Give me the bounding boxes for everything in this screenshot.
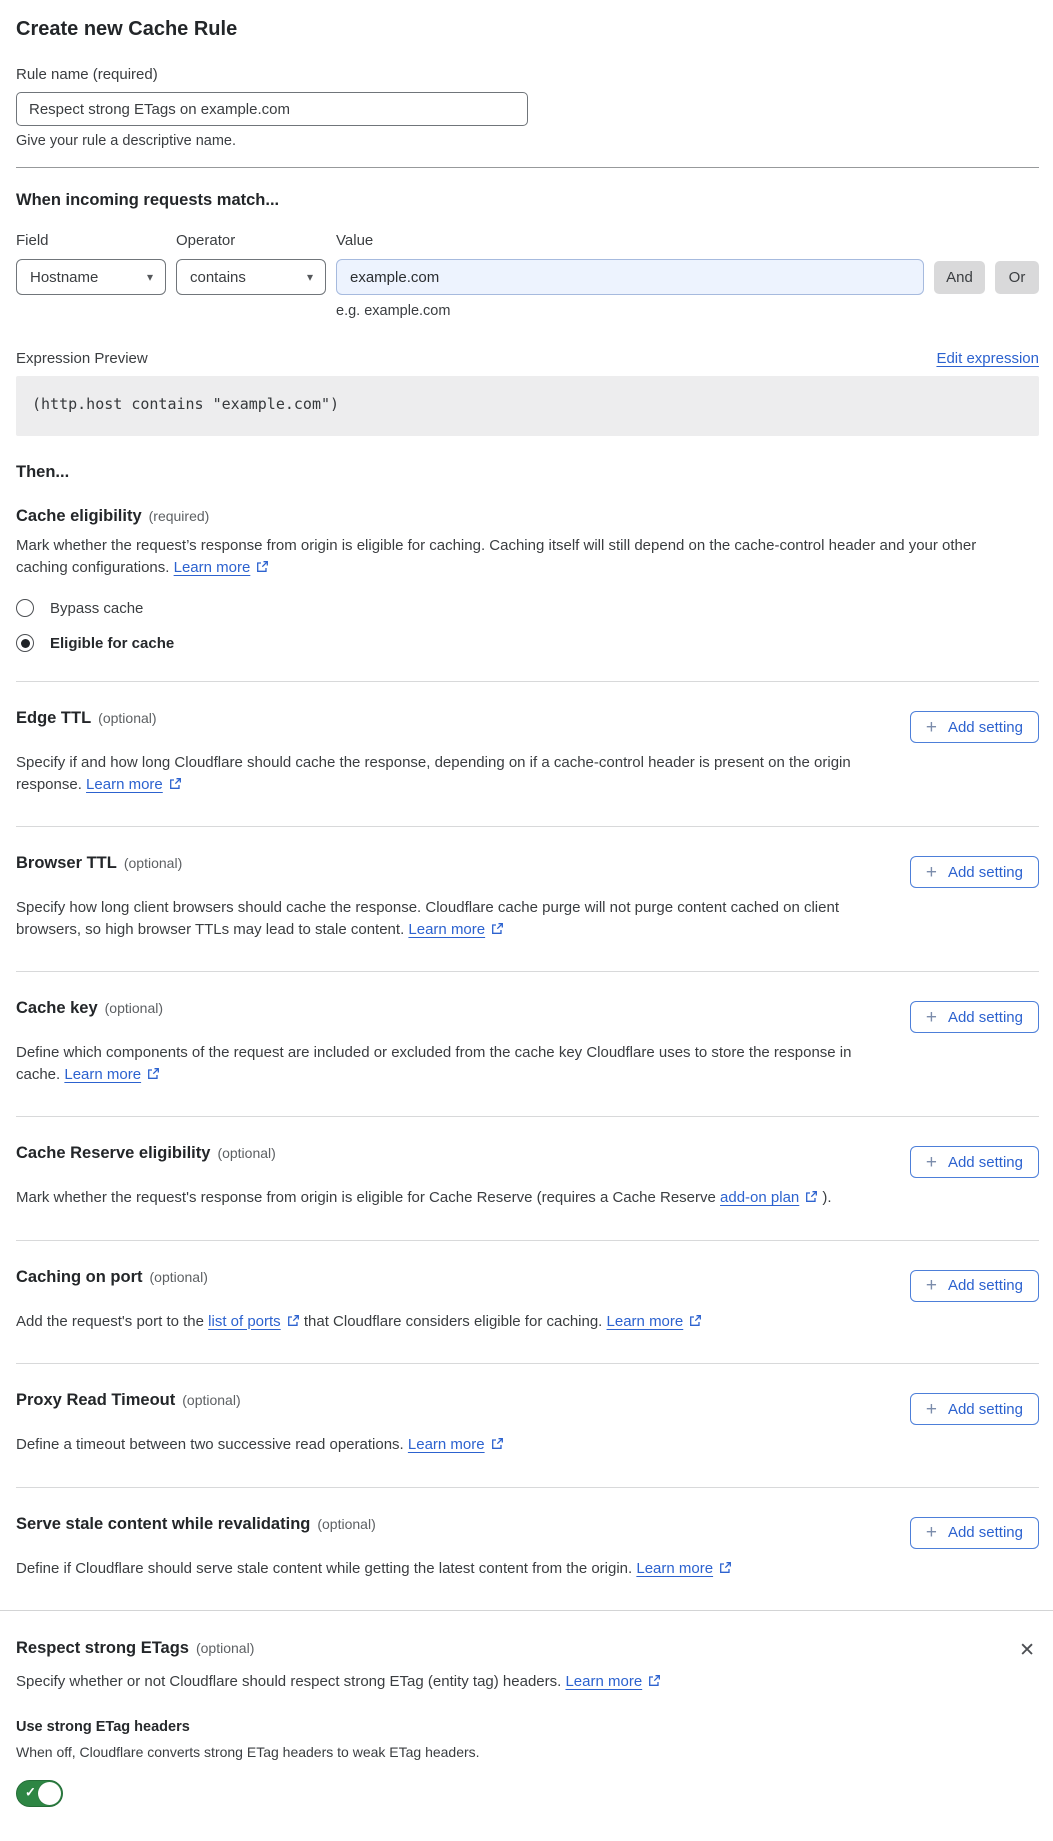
optional-tag: (optional)	[317, 1515, 376, 1532]
plus-icon: +	[925, 1275, 937, 1296]
desc-text: Define a timeout between two successive read operations.	[16, 1436, 408, 1453]
optional-tag: (optional)	[217, 1145, 276, 1161]
optional-tag: (optional)	[98, 710, 157, 726]
setting-title-row	[16, 1639, 254, 1658]
add-setting-button-browser-ttl[interactable]	[910, 856, 1039, 888]
cache-eligibility-title: Cache eligibility	[16, 507, 142, 525]
proxy-read-timeout-title: Proxy Read Timeout	[16, 1391, 176, 1409]
use-strong-etag-headers-desc: When off, Cloudflare converts strong ETag headers to weak ETag headers.	[16, 1743, 480, 1760]
learn-more-link[interactable]: Learn more	[64, 1065, 142, 1083]
setting-title-row	[16, 999, 163, 1018]
plus-icon: +	[925, 861, 937, 883]
setting-cache-key	[16, 972, 1039, 1116]
add-setting-button-caching-on-port[interactable]	[910, 1270, 1039, 1302]
setting-title-row	[16, 1144, 276, 1163]
add-setting-label: Add setting	[947, 863, 1023, 881]
expression-preview-row	[16, 350, 1039, 367]
and-button[interactable]: And	[934, 261, 985, 294]
learn-more-link[interactable]: Learn more	[173, 558, 251, 576]
add-setting-label: Add setting	[947, 1524, 1023, 1541]
rule-name-label: Rule name (required)	[16, 66, 158, 83]
respect-strong-etags-title: Respect strong ETags	[16, 1639, 189, 1657]
add-setting-label: Add setting	[947, 1153, 1023, 1171]
operator-select-value: contains	[190, 268, 246, 286]
optional-tag: (optional)	[123, 855, 183, 871]
value-input[interactable]	[336, 259, 924, 295]
operator-column-label: Operator	[176, 232, 236, 249]
checkmark-icon: ✓	[25, 1784, 36, 1800]
plus-icon: +	[925, 1398, 937, 1420]
desc-text: Define if Cloudflare should serve stale content while getting the latest content from the origin.	[16, 1559, 637, 1577]
optional-tag: (optional)	[149, 1268, 208, 1285]
optional-tag: (optional)	[195, 1640, 255, 1656]
serve-stale-title: Serve stale content while revalidating	[16, 1514, 311, 1533]
setting-serve-stale	[16, 1488, 1039, 1611]
add-setting-label: Add setting	[947, 1008, 1023, 1026]
plus-icon: +	[925, 1006, 937, 1028]
rule-name-help: Give your rule a descriptive name.	[16, 133, 237, 149]
chevron-down-icon: ▾	[146, 270, 153, 284]
close-icon[interactable]: ✕	[1015, 1639, 1039, 1662]
setting-title-row	[16, 709, 157, 728]
required-tag: (required)	[148, 508, 210, 524]
edge-ttl-title: Edge TTL	[16, 709, 92, 727]
add-on-plan-link[interactable]: add-on plan	[720, 1189, 800, 1206]
radio-bypass-cache-label: Bypass cache	[50, 599, 144, 617]
then-heading: Then...	[16, 463, 70, 481]
desc-text: that Cloudflare considers eligible for caching.	[299, 1312, 607, 1330]
expression-preview-label: Expression Preview	[16, 350, 148, 367]
strong-etag-toggle[interactable]	[16, 1780, 63, 1807]
add-setting-button-edge-ttl[interactable]	[910, 711, 1039, 743]
match-heading: When incoming requests match...	[16, 191, 280, 209]
cache-reserve-title: Cache Reserve eligibility	[16, 1144, 211, 1162]
desc-text: Specify if and how long Cloudflare should cache the response, depending on if a cache-control header is present on the origin response.	[16, 754, 851, 793]
chevron-down-icon: ▾	[306, 270, 313, 284]
add-setting-button-proxy-read-timeout[interactable]	[910, 1393, 1039, 1425]
desc-text: ).	[818, 1189, 832, 1206]
cache-key-desc	[16, 1042, 861, 1085]
setting-title-row	[16, 1268, 208, 1287]
proxy-read-timeout-desc	[16, 1434, 861, 1456]
list-of-ports-link[interactable]: list of ports	[208, 1312, 281, 1330]
toggle-knob	[38, 1782, 61, 1805]
operator-select[interactable]	[176, 259, 326, 295]
external-link-icon	[688, 1314, 702, 1328]
respect-strong-etags-desc	[16, 1671, 1039, 1693]
add-setting-label: Add setting	[947, 718, 1023, 736]
page-title: Create new Cache Rule	[16, 18, 238, 40]
add-setting-label: Add setting	[947, 1400, 1023, 1418]
serve-stale-desc	[16, 1558, 861, 1580]
external-link-icon	[647, 1674, 661, 1688]
learn-more-link[interactable]: Learn more	[407, 1436, 485, 1453]
field-select[interactable]	[16, 259, 166, 295]
desc-text: Specify how long client browsers should cache the response. Cloudflare cache purge will not purge content cached on client browsers, so high browser TTLs may lead to stale content.	[16, 899, 839, 938]
cache-eligibility-heading-row	[16, 507, 1039, 526]
external-link-icon	[286, 1314, 300, 1328]
radio-icon	[16, 599, 34, 617]
learn-more-link[interactable]: Learn more	[565, 1673, 643, 1690]
browser-ttl-title: Browser TTL	[16, 854, 117, 872]
edit-expression-link[interactable]: Edit expression	[936, 350, 1039, 367]
or-button[interactable]: Or	[995, 261, 1039, 294]
external-link-icon	[146, 1067, 160, 1081]
setting-edge-ttl	[16, 682, 1039, 826]
setting-respect-strong-etags	[16, 1611, 1039, 1811]
value-column-label: Value	[336, 232, 374, 249]
plus-icon: +	[925, 716, 937, 738]
cache-key-title: Cache key	[16, 999, 98, 1017]
learn-more-link[interactable]: Learn more	[408, 920, 486, 938]
divider	[16, 167, 1039, 168]
edge-ttl-desc	[16, 752, 861, 795]
external-link-icon	[718, 1561, 732, 1575]
add-setting-button-serve-stale[interactable]	[910, 1517, 1039, 1549]
add-setting-label: Add setting	[947, 1277, 1023, 1294]
caching-on-port-desc	[16, 1311, 861, 1333]
cache-reserve-desc	[16, 1187, 861, 1209]
setting-title-row	[16, 1515, 376, 1534]
setting-cache-reserve-eligibility	[16, 1117, 1039, 1240]
rule-name-input[interactable]	[16, 92, 528, 126]
setting-browser-ttl	[16, 827, 1039, 971]
optional-tag: (optional)	[104, 1000, 164, 1016]
external-link-icon	[490, 922, 504, 936]
field-select-value: Hostname	[30, 268, 99, 286]
external-link-icon	[804, 1190, 818, 1204]
cache-eligibility-desc-text: Mark whether the request’s response from origin is eligible for caching. Caching itself will still depend on the cache-control header and your other caching configurations.	[16, 537, 977, 576]
browser-ttl-desc	[16, 897, 861, 940]
external-link-icon	[168, 777, 182, 791]
add-setting-button-cache-key[interactable]	[910, 1001, 1039, 1033]
desc-text: Specify whether or not Cloudflare should respect strong ETag (entity tag) headers.	[16, 1673, 566, 1690]
setting-title-row	[16, 854, 182, 873]
external-link-icon	[490, 1437, 504, 1451]
radio-eligible-for-cache[interactable]	[16, 634, 1039, 652]
external-link-icon	[255, 560, 269, 574]
expression-code: (http.host contains "example.com")	[16, 376, 1039, 436]
add-setting-button-cache-reserve[interactable]	[910, 1146, 1039, 1178]
setting-caching-on-port	[16, 1241, 1039, 1364]
plus-icon: +	[925, 1151, 937, 1173]
cache-eligibility-options	[16, 599, 1039, 652]
value-hint: e.g. example.com	[336, 303, 451, 319]
use-strong-etag-headers-label: Use strong ETag headers	[16, 1718, 190, 1735]
radio-icon-selected	[16, 634, 34, 652]
learn-more-link[interactable]: Learn more	[606, 1312, 684, 1330]
desc-text: Add the request's port to the	[16, 1312, 209, 1330]
setting-proxy-read-timeout	[16, 1364, 1039, 1487]
radio-bypass-cache[interactable]	[16, 599, 1039, 617]
radio-eligible-for-cache-label: Eligible for cache	[50, 634, 175, 652]
caching-on-port-title: Caching on port	[16, 1267, 143, 1286]
desc-text: Define which components of the request are included or excluded from the cache key Cloudflare uses to store the response in cache.	[16, 1044, 852, 1083]
match-builder	[16, 232, 1039, 319]
desc-text: Mark whether the request's response from origin is eligible for Cache Reserve (requires a Cache Reserve	[16, 1189, 721, 1206]
cache-eligibility-desc	[16, 535, 1032, 578]
setting-title-row	[16, 1391, 241, 1410]
plus-icon: +	[925, 1522, 937, 1543]
optional-tag: (optional)	[182, 1392, 241, 1408]
learn-more-link[interactable]: Learn more	[86, 775, 163, 793]
learn-more-link[interactable]: Learn more	[636, 1559, 714, 1577]
field-column-label: Field	[16, 232, 49, 249]
